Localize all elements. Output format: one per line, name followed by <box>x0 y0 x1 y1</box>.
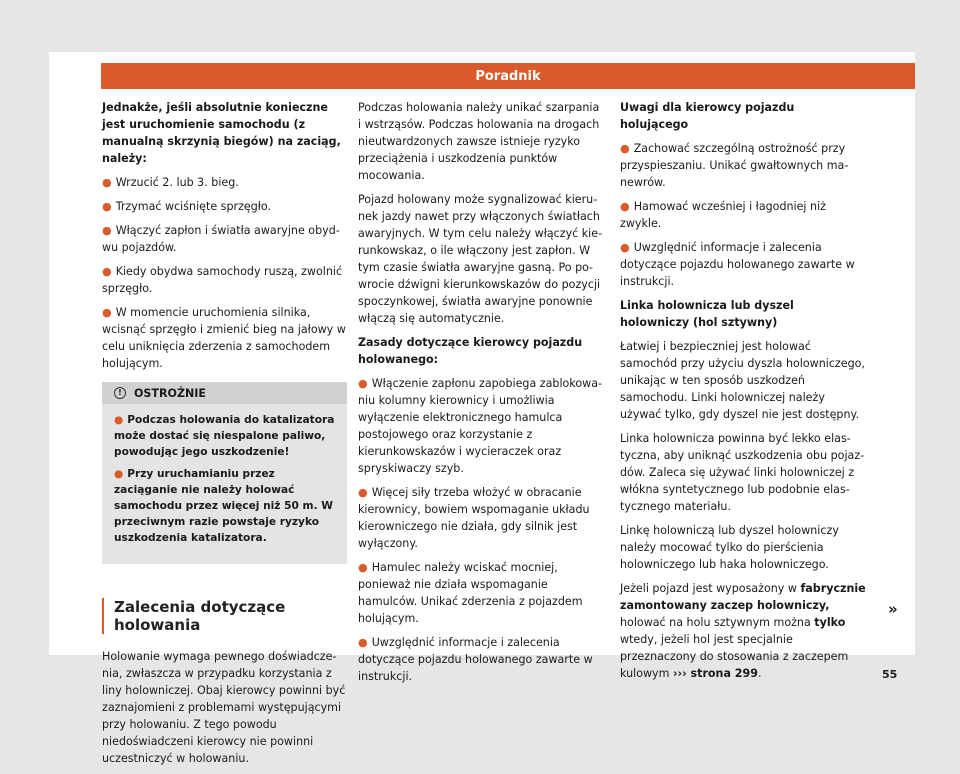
page-reference-link[interactable]: ››› strona 299 <box>672 667 758 680</box>
bullet-icon: ● <box>102 176 112 189</box>
bullet-icon: ● <box>620 142 630 155</box>
list-item: ● Uwzględnić informacje i zalecenia dotyczące pojazdu holowanego zawarte w instrukcji. <box>620 241 855 288</box>
list-item: ● Hamować wcześniej i łagodniej niż zwykle. <box>620 200 826 230</box>
section-text: Holowanie wymaga pewnego doświadczenia, zwłaszcza w przypadku korzystania z liny holowniczej. Obaj kierowcy powinni być zaznajomieni z problemami występującymi przy holowaniu. Z tego powodu niedoświadczeni kierowcy nie powinni uczestniczyć w holowaniu. <box>102 650 346 765</box>
column-2 <box>358 99 604 692</box>
section-title: Zalecenia dotyczące holowania <box>102 598 347 634</box>
list-item: ● Uwzględnić informacje i zalecenia dotyczące pojazdu holowanego zawarte w instrukcji. <box>358 636 593 683</box>
column-3 <box>620 99 866 689</box>
caution-body <box>102 404 347 546</box>
paragraph: Linka holownicza powinna być lekko elastyczna, aby uniknąć uszkodzenia obu pojazdów. Zaleca się używać linki holowniczej z włókna syntetycznego lub podobnie elastycznego materiału. <box>620 432 865 513</box>
list-item: ● Włączenie zapłonu zapobiega zablokowaniu kolumny kierownicy i umożliwia wyłączenie elektronicznego hamulca postojowego oraz korzystanie z kierunkowskazów i wycieraczek oraz spryskiwaczy szyb. <box>358 377 603 475</box>
list-item: ● Więcej siły trzeba włożyć w obracanie kierownicy, bowiem wspomaganie układu kierowniczego nie działa, gdy silnik jest wyłączony. <box>358 486 590 550</box>
bullet-icon: ● <box>102 224 112 237</box>
bullet-icon: ● <box>358 561 368 574</box>
intro-heading: Jednakże, jeśli absolutnie konieczne jest uruchomienie samochodu (z manualną skrzynią biegów) na zaciąg, należy: <box>102 101 341 165</box>
list-item: ● Kiedy obydwa samochody ruszą, zwolnić sprzęgło. <box>102 265 343 295</box>
column-1 <box>102 99 347 774</box>
bullet-icon: ● <box>114 414 124 426</box>
paragraph: Podczas holowania należy unikać szarpania i wstrząsów. Podczas holowania na drogach nieutwardzonych zawsze istnieje ryzyko przeciążenia i uszkodzenia punktów mocowania. <box>358 101 600 182</box>
bullet-icon: ● <box>114 468 124 480</box>
list-item: ● Włączyć zapłon i światła awaryjne obydwu pojazdów. <box>102 224 340 254</box>
bullet-icon: ● <box>620 241 630 254</box>
list-item: ● Trzymać wciśnięte sprzęgło. <box>102 200 272 213</box>
bullet-icon: ● <box>102 200 112 213</box>
caution-box <box>102 382 347 564</box>
caution-title: OSTROŻNIE <box>134 386 206 400</box>
section-header <box>101 63 915 89</box>
bullet-icon: ● <box>358 636 368 649</box>
subheading: Uwagi dla kierowcy pojazdu holującego <box>620 101 795 131</box>
list-item: ● Zachować szczególną ostrożność przy przyspieszaniu. Unikać gwałtownych manewrów. <box>620 142 849 189</box>
subheading: Linka holownicza lub dyszel holowniczy (hol sztywny) <box>620 299 794 329</box>
list-item: ● W momencie uruchomienia silnika, wcisnąć sprzęgło i zmienić bieg na jałowy w celu uniknięcia zderzenia z samochodem holującym. <box>102 306 346 370</box>
paragraph: Pojazd holowany może sygnalizować kierunek jazdy nawet przy włączonych światłach awaryjnych. W tym celu należy włączyć kierunkowskaz, o ile włączony jest zapłon. W tym czasie światła awaryjne gasną. Po powrocie dźwigni kierunkowskazów do pozycji spoczynkowej, światła awaryjne ponownie włączą się automatycznie. <box>358 193 603 325</box>
subheading: Zasady dotyczące kierowcy pojazdu holowanego: <box>358 336 583 366</box>
bullet-icon: ● <box>102 265 112 278</box>
list-item: ● Wrzucić 2. lub 3. bieg. <box>102 176 239 189</box>
list-item: ● Hamulec należy wciskać mocniej, ponieważ nie działa wspomaganie hamulców. Unikać zderzenia z pojazdem holującym. <box>358 561 583 625</box>
header-title: Poradnik <box>475 68 541 84</box>
bullet-icon: ● <box>358 486 368 499</box>
caution-header <box>102 382 347 404</box>
paragraph: Łatwiej i bezpieczniej jest holować samochód przy użyciu dyszla holowniczego, unikając w ten sposób uszkodzeń samochodu. Linki holowniczej należy używać tylko, gdy dyszel nie jest dostępny. <box>620 340 865 421</box>
bullet-icon: ● <box>358 377 368 390</box>
paragraph: Linkę holowniczą lub dyszel holowniczy należy mocować tylko do pierścienia holowniczego lub haka holowniczego. <box>620 524 839 571</box>
bullet-icon: ● <box>102 306 112 319</box>
caution-item: ● Przy uruchamianiu przez zaciąganie nie należy holować samochodu przez więcej niż 50 m. W przeciwnym razie powstaje ryzyko uszkodzenia katalizatora. <box>114 468 333 544</box>
paragraph: Jeżeli pojazd jest wyposażony w fabrycznie zamontowany zaczep holowniczy, holować na holu sztywnym można tylko wtedy, jeżeli hol jest specjalnie przeznaczony do stosowania z zaczepem kulowym ››› strona 299. <box>620 582 866 680</box>
caution-item: ● Podczas holowania do katalizatora może dostać się niespalone paliwo, powodując jego uszkodzenie! <box>114 414 335 458</box>
page-number: 55 <box>882 668 898 681</box>
manual-page <box>49 52 915 765</box>
warning-icon: ! <box>114 387 126 399</box>
bullet-icon: ● <box>620 200 630 213</box>
continue-arrow-icon: » <box>888 600 898 618</box>
